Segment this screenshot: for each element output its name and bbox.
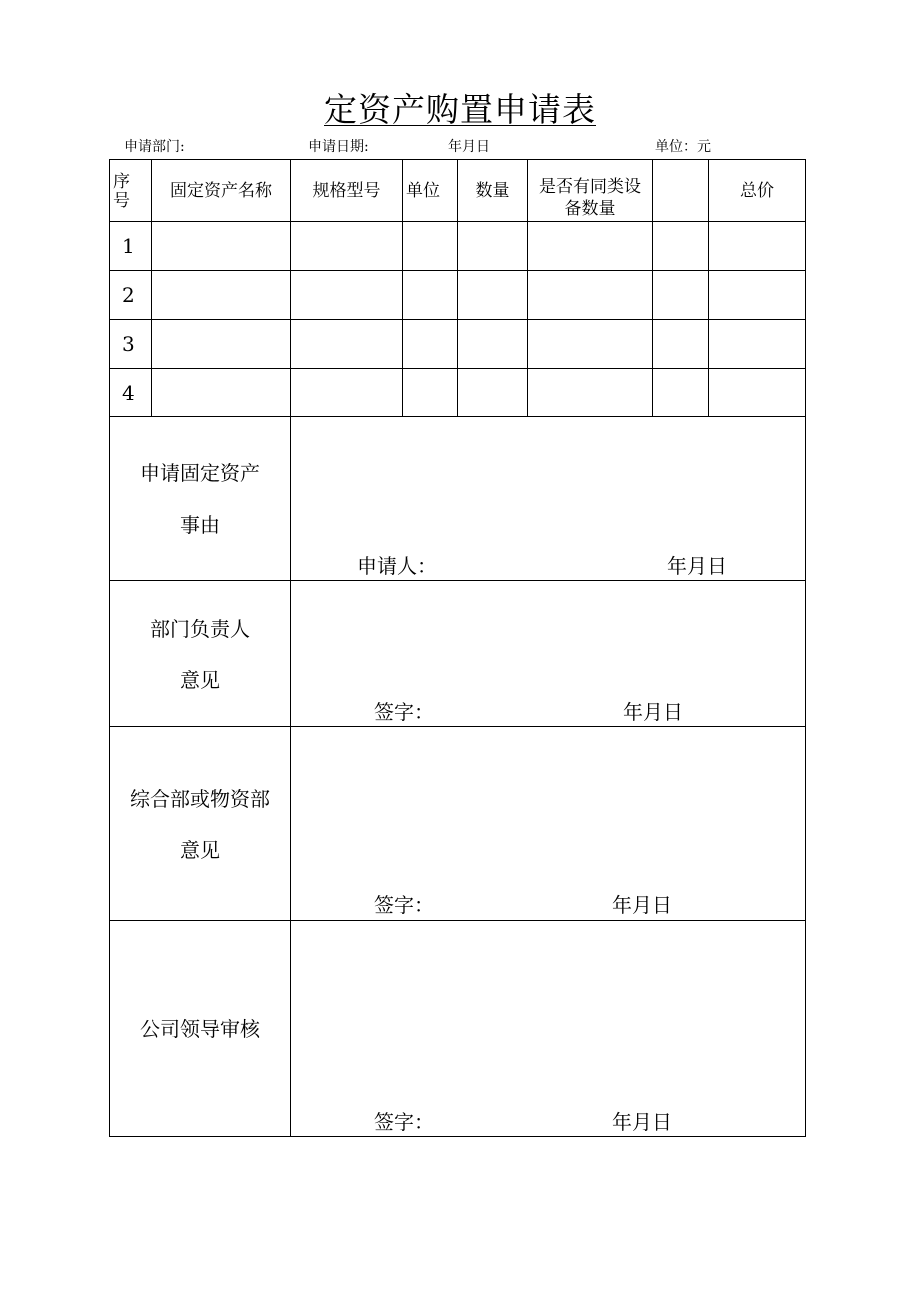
col-same-type-line2: 备数量 <box>564 199 616 219</box>
leadership-label: 公司领导审核 <box>140 1017 260 1041</box>
reason-label-line1: 申请固定资产 <box>140 461 260 485</box>
row-number-4: 4 <box>122 381 135 405</box>
col-unit: 单位 <box>406 181 440 201</box>
reason-applicant-label: 申请人： <box>357 554 437 578</box>
general-dept-label-line2: 意见 <box>180 838 220 862</box>
col-asset-name: 固定资产名称 <box>170 181 272 201</box>
department-label: 申请部门: <box>124 139 185 155</box>
currency-unit-label: 单位：元 <box>655 139 711 155</box>
col-seq-line1: 序 <box>113 172 130 192</box>
reason-label-line2: 事由 <box>180 513 220 537</box>
dept-head-label-line1: 部门负责人 <box>150 617 250 641</box>
dept-head-date-label: 年月日 <box>623 700 683 724</box>
general-dept-signature-label: 签字： <box>374 893 434 917</box>
leadership-date-label: 年月日 <box>612 1110 672 1134</box>
row-number-3: 3 <box>122 332 135 356</box>
col-spec-model: 规格型号 <box>312 181 381 201</box>
application-date-label: 申请日期: <box>308 139 369 155</box>
dept-head-label-line2: 意见 <box>180 668 220 692</box>
leadership-signature-label: 签字： <box>374 1110 434 1134</box>
row-number-2: 2 <box>122 283 135 307</box>
row-number-1: 1 <box>122 234 135 258</box>
col-seq-line2: 号 <box>113 191 130 211</box>
col-total-price: 总价 <box>740 181 774 201</box>
col-quantity: 数量 <box>475 181 510 201</box>
page-title-text: 定资产购置申请表 <box>324 90 596 129</box>
reason-date-label: 年月日 <box>667 554 727 578</box>
col-same-type-line1: 是否有同类设 <box>539 177 641 197</box>
application-date-placeholder: 年月日 <box>448 139 490 155</box>
general-dept-date-label: 年月日 <box>612 893 672 917</box>
general-dept-label-line1: 综合部或物资部 <box>130 787 270 811</box>
dept-head-signature-label: 签字： <box>374 700 434 724</box>
